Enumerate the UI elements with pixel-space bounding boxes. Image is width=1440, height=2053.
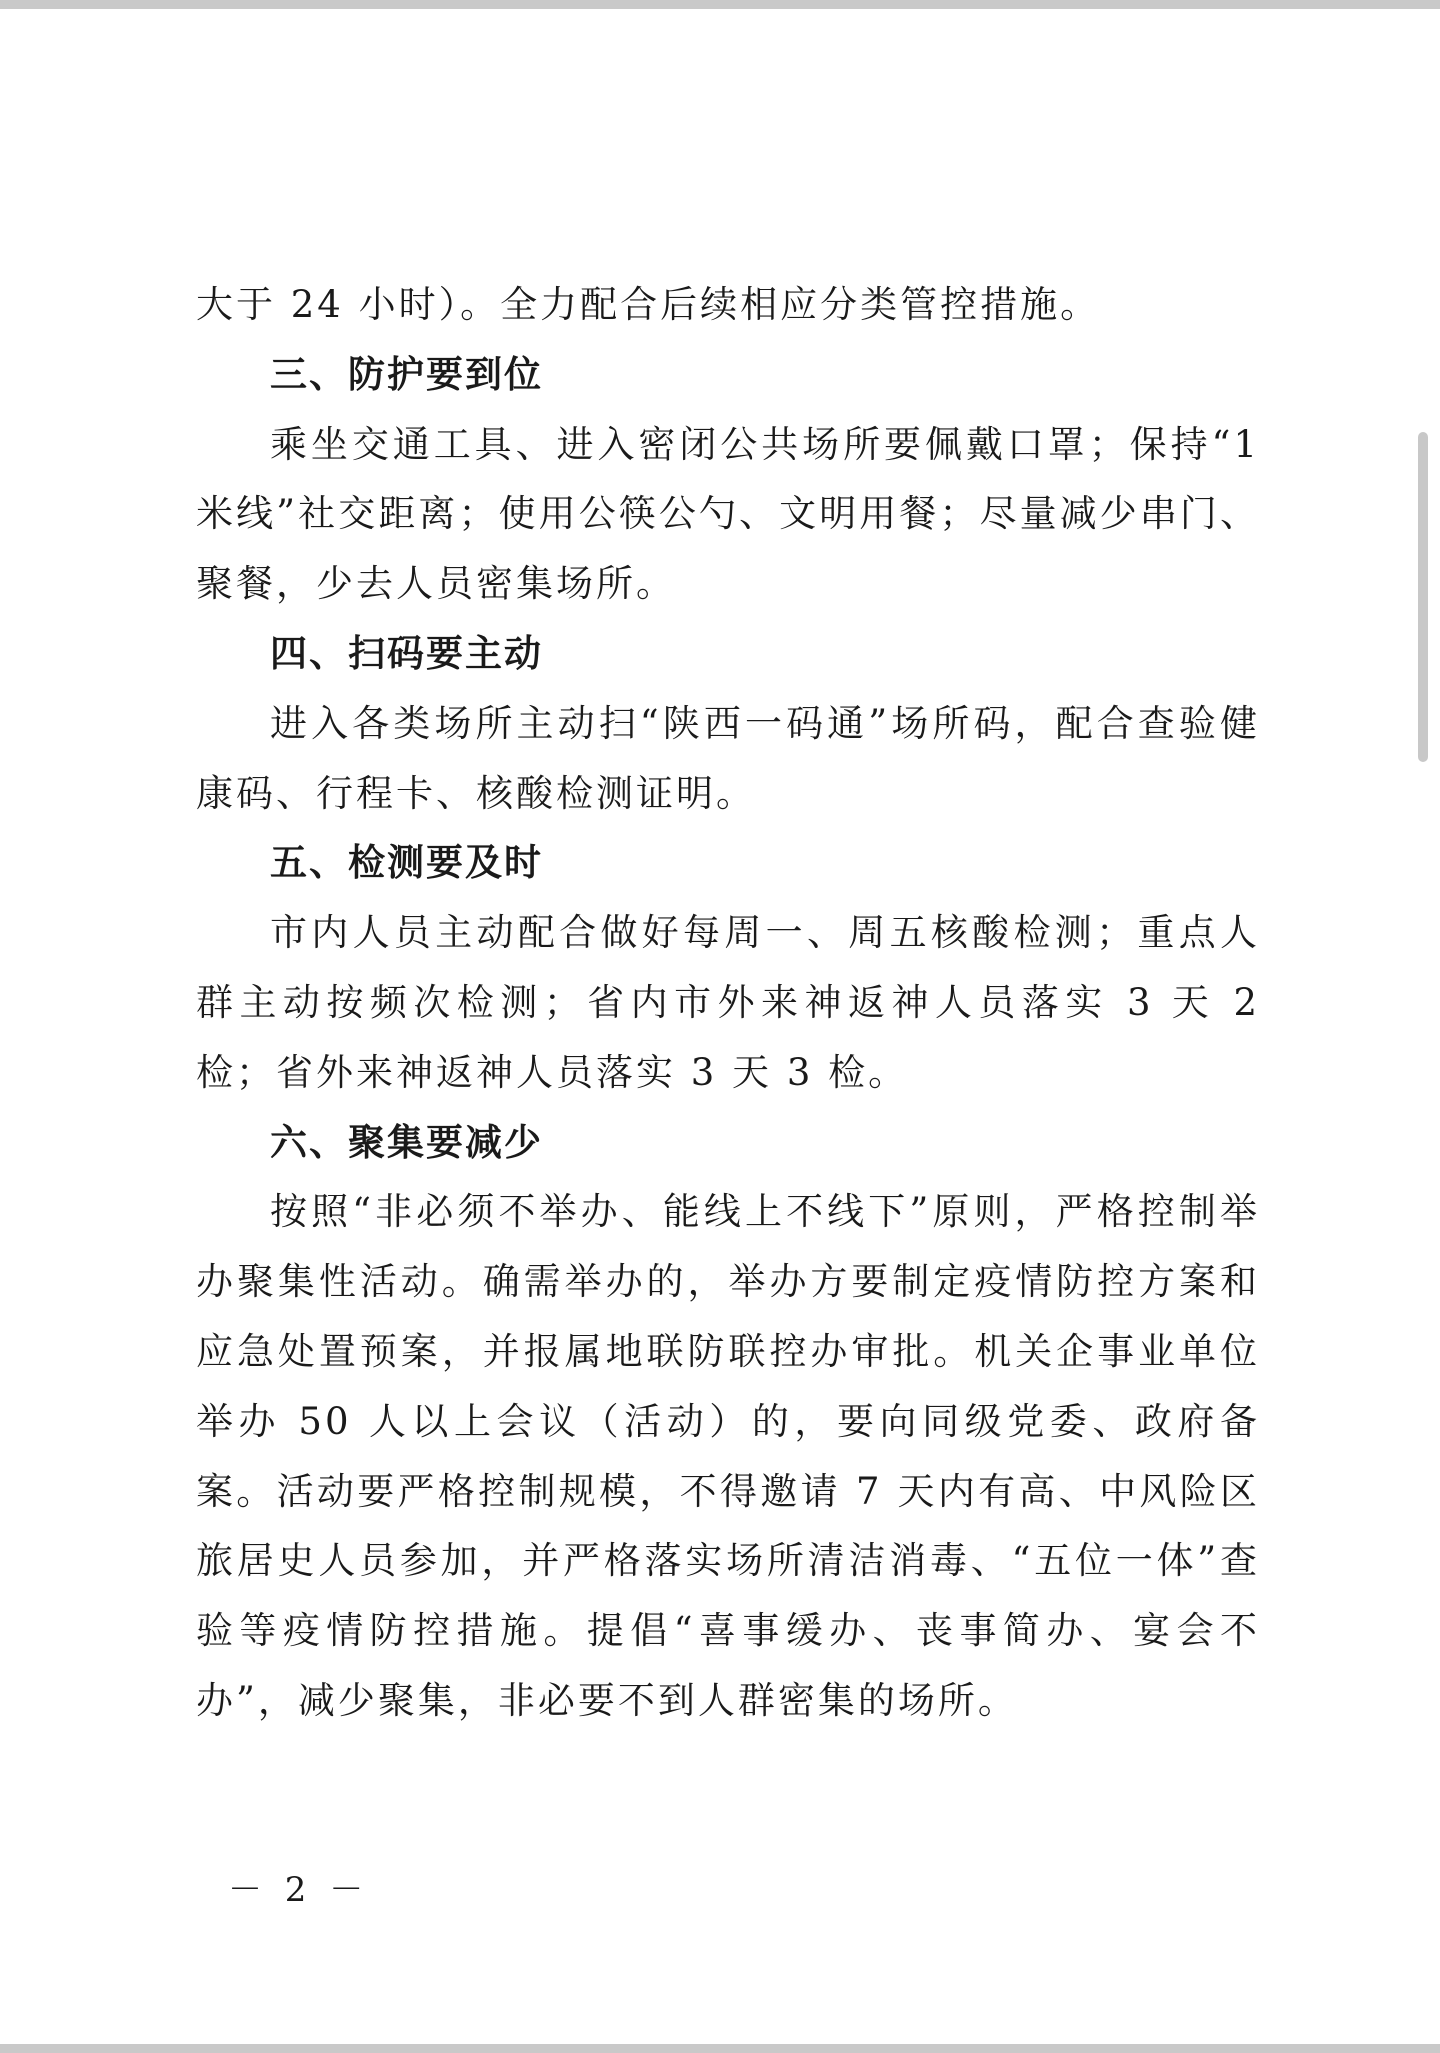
section-heading-gathering: 六、聚集要减少 [270,1120,543,1164]
section-heading-scan-code: 四、扫码要主动 [270,631,543,675]
paragraph-gathering: 按照“非必须不举办、能线上不线下”原则，严格控制举办聚集性活动。确需举办的，举办方要制定疫情防控方案和应急处置预案，并报属地联防联控办审批。机关企事业单位举办 50 人以上会议（活动）的，要向同级党委、政府备案。活动要严格控制规模，不得邀请 7 天内有高、中风险区旅居史人员参加，并严格落实场所清洁消毒、“五位一体”查验等疫情防控措施。提倡“喜事缓办、丧事简办、宴会不办”，减少聚集，非必要不到人群密集的场所。 [196,1190,1260,1722]
bottom-edge-bar [0,2044,1440,2053]
paragraph-scan-code: 进入各类场所主动扫“陕西一码通”场所码，配合查验健康码、行程卡、核酸检测证明。 [196,701,1260,815]
paragraph-protection: 乘坐交通工具、进入密闭公共场所要佩戴口罩；保持“1 米线”社交距离；使用公筷公勺、文明用餐；尽量减少串门、聚餐，少去人员密集场所。 [196,422,1260,606]
paragraph-testing: 市内人员主动配合做好每周一、周五核酸检测；重点人群主动按频次检测；省内市外来神返神人员落实 3 天 2 检；省外来神返神人员落实 3 天 3 检。 [196,911,1260,1094]
section-heading-testing: 五、检测要及时 [270,841,543,885]
paragraph-continuation: 大于 24 小时）。全力配合后续相应分类管控措施。 [196,283,1101,326]
scrollbar-thumb[interactable] [1418,432,1428,762]
page-number: － 2 － [228,1870,370,1910]
top-edge-bar [0,0,1440,9]
document-body [196,270,1260,1736]
section-heading-protection: 三、防护要到位 [270,352,543,396]
